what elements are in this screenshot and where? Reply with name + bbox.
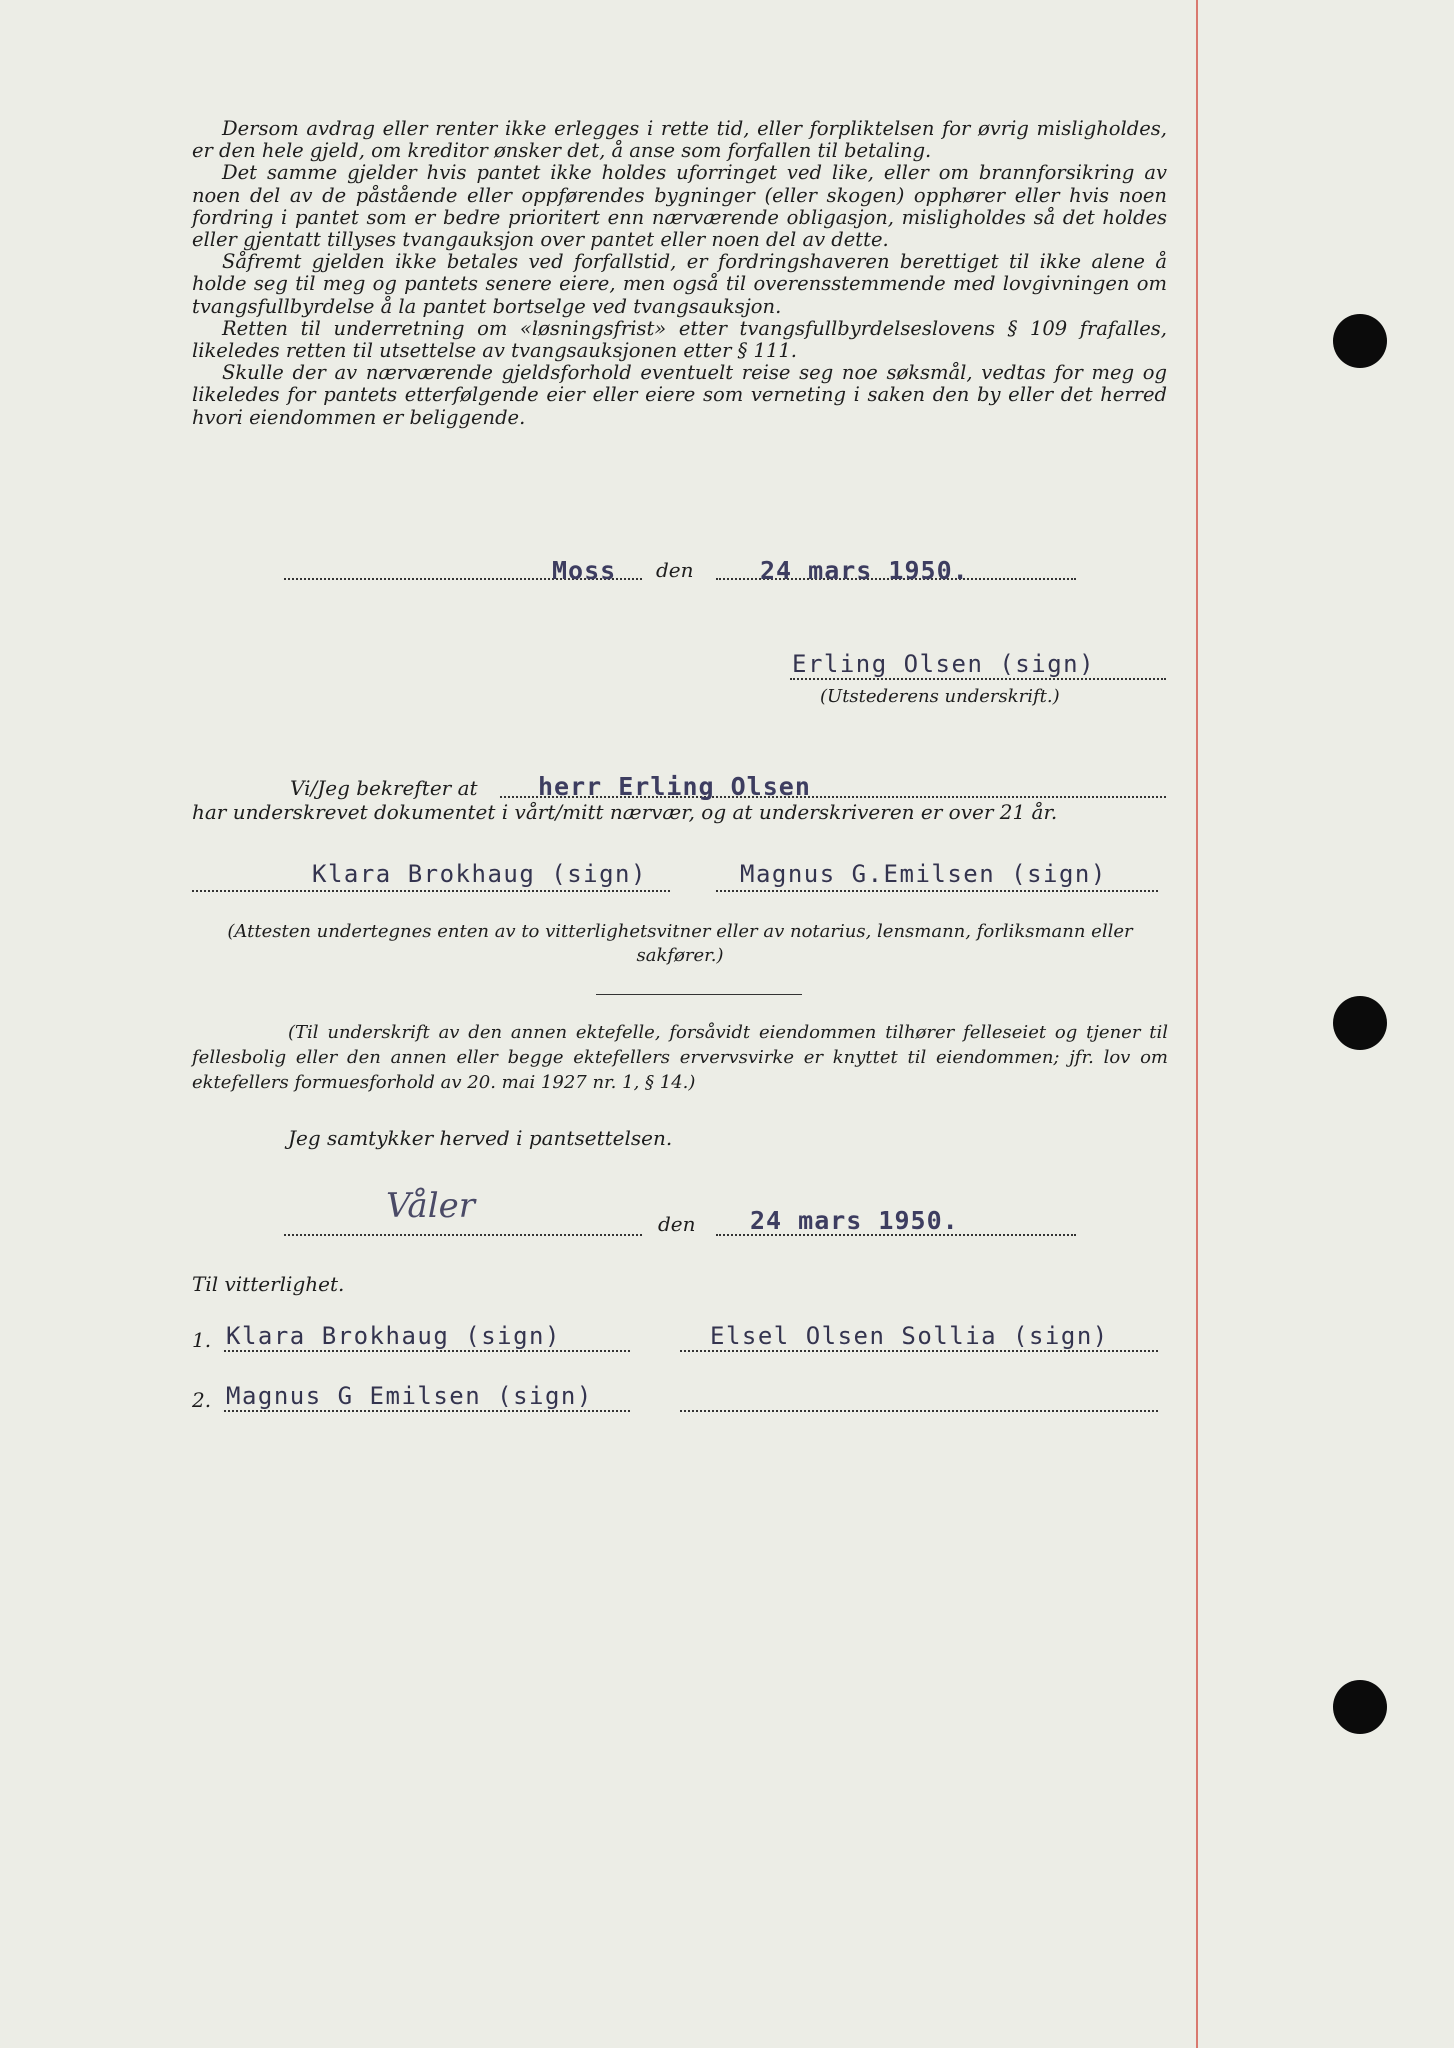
terms-paragraph: Skulle der av nærværende gjeldsforhold eventuelt reise seg noe søksmål, vedtas for meg og likeledes for pantets etterfølgende eier eller eiere som verneting i saken den by eller det herred hvori eiendommen er beliggende. <box>192 361 1167 429</box>
witness-line <box>224 1350 630 1352</box>
witness-right: Elsel Olsen Sollia (sign) <box>710 1322 1109 1350</box>
witness-line <box>680 1350 1158 1352</box>
punch-hole <box>1333 314 1387 368</box>
confirmation-continuation: har underskrevet dokumentet i vårt/mitt nærvær, og at underskriveren er over 21 år. <box>192 800 1058 824</box>
den-label: den <box>658 1212 696 1236</box>
punch-hole <box>1333 1680 1387 1734</box>
terms-paragraph: Såfremt gjelden ikke betales ved forfallstid, er fordringshaveren berettiget til ikke alene å holde seg til meg og pantets senere eiere, men også til overensstemmende med lovgivningen om tvangsfullbyrdelse å la pantet bortselge ved tvangsauksjon. <box>192 250 1167 318</box>
consent-date: 24 mars 1950. <box>750 1206 959 1235</box>
terms-text <box>192 118 1167 429</box>
margin-rule <box>1196 0 1198 2048</box>
terms-paragraph: Det samme gjelder hvis pantet ikke holdes uforringet ved like, eller om brannforsikring av noen del av de påstående eller oppførendes bygninger (eller skogen) opphører eller hvis noen fordring i pantet som er bedre prioritert enn nærværende obligasjon, misligholdes så det holdes eller gjentatt tillyses tvangauksjon over pantet eller noen del av dette. <box>192 161 1167 252</box>
witness-left: Klara Brokhaug (sign) <box>226 1322 561 1350</box>
confirmed-name: herr Erling Olsen <box>538 772 811 801</box>
signature-caption: (Utstederens underskrift.) <box>820 686 1060 707</box>
den-label: den <box>656 558 694 582</box>
place-line <box>284 1234 642 1236</box>
issue-date: 24 mars 1950. <box>760 556 969 585</box>
witness-left: Magnus G Emilsen (sign) <box>226 1382 593 1410</box>
attest-note: (Attesten undertegnes enten av to vitterlighetsvitner eller av notarius, lensmann, forliksmann eller sakfører.) <box>227 921 1133 966</box>
witness-line <box>192 890 670 892</box>
witness-line <box>224 1410 630 1412</box>
punch-hole <box>1333 996 1387 1050</box>
terms-paragraph: Retten til underretning om «løsningsfrist» etter tvangsfullbyrdelseslovens § 109 frafalles, likeledes retten til utsettelse av tvangsauksjonen etter § 111. <box>192 316 1167 363</box>
spouse-note: (Til underskrift av den annen ektefelle, forsåvidt eiendommen tilhører felleseiet og tjener til fellesbolig eller den annen eller begge ektefellers ervervsvirke er knyttet til eiendommen; jfr. lov om ektefellers formuesforhold av 20. mai 1927 nr. 1, § 14.) <box>192 1022 1168 1093</box>
confirmation-witness-2: Magnus G.Emilsen (sign) <box>740 860 1107 888</box>
witness-heading: Til vitterlighet. <box>192 1272 345 1296</box>
witness-line <box>716 890 1158 892</box>
separator-line <box>596 994 802 995</box>
terms-paragraph: Dersom avdrag eller renter ikke erlegges i rette tid, eller forpliktelsen for øvrig misligholdes, er den hele gjeld, om kreditor ønsker det, å anse som forfallen til betaling. <box>192 117 1167 163</box>
confirmation-prefix: Vi/Jeg bekrefter at <box>290 776 478 800</box>
issuer-signature: Erling Olsen (sign) <box>792 650 1096 678</box>
issue-place: Moss <box>552 556 617 585</box>
witness-line <box>680 1410 1158 1412</box>
signature-line <box>790 678 1166 680</box>
consent-text: Jeg samtykker herved i pantsettelsen. <box>288 1126 673 1150</box>
confirmation-witness-1: Klara Brokhaug (sign) <box>312 860 647 888</box>
consent-place: Våler <box>386 1186 475 1226</box>
row-number: 2. <box>192 1388 212 1412</box>
row-number: 1. <box>192 1328 212 1352</box>
